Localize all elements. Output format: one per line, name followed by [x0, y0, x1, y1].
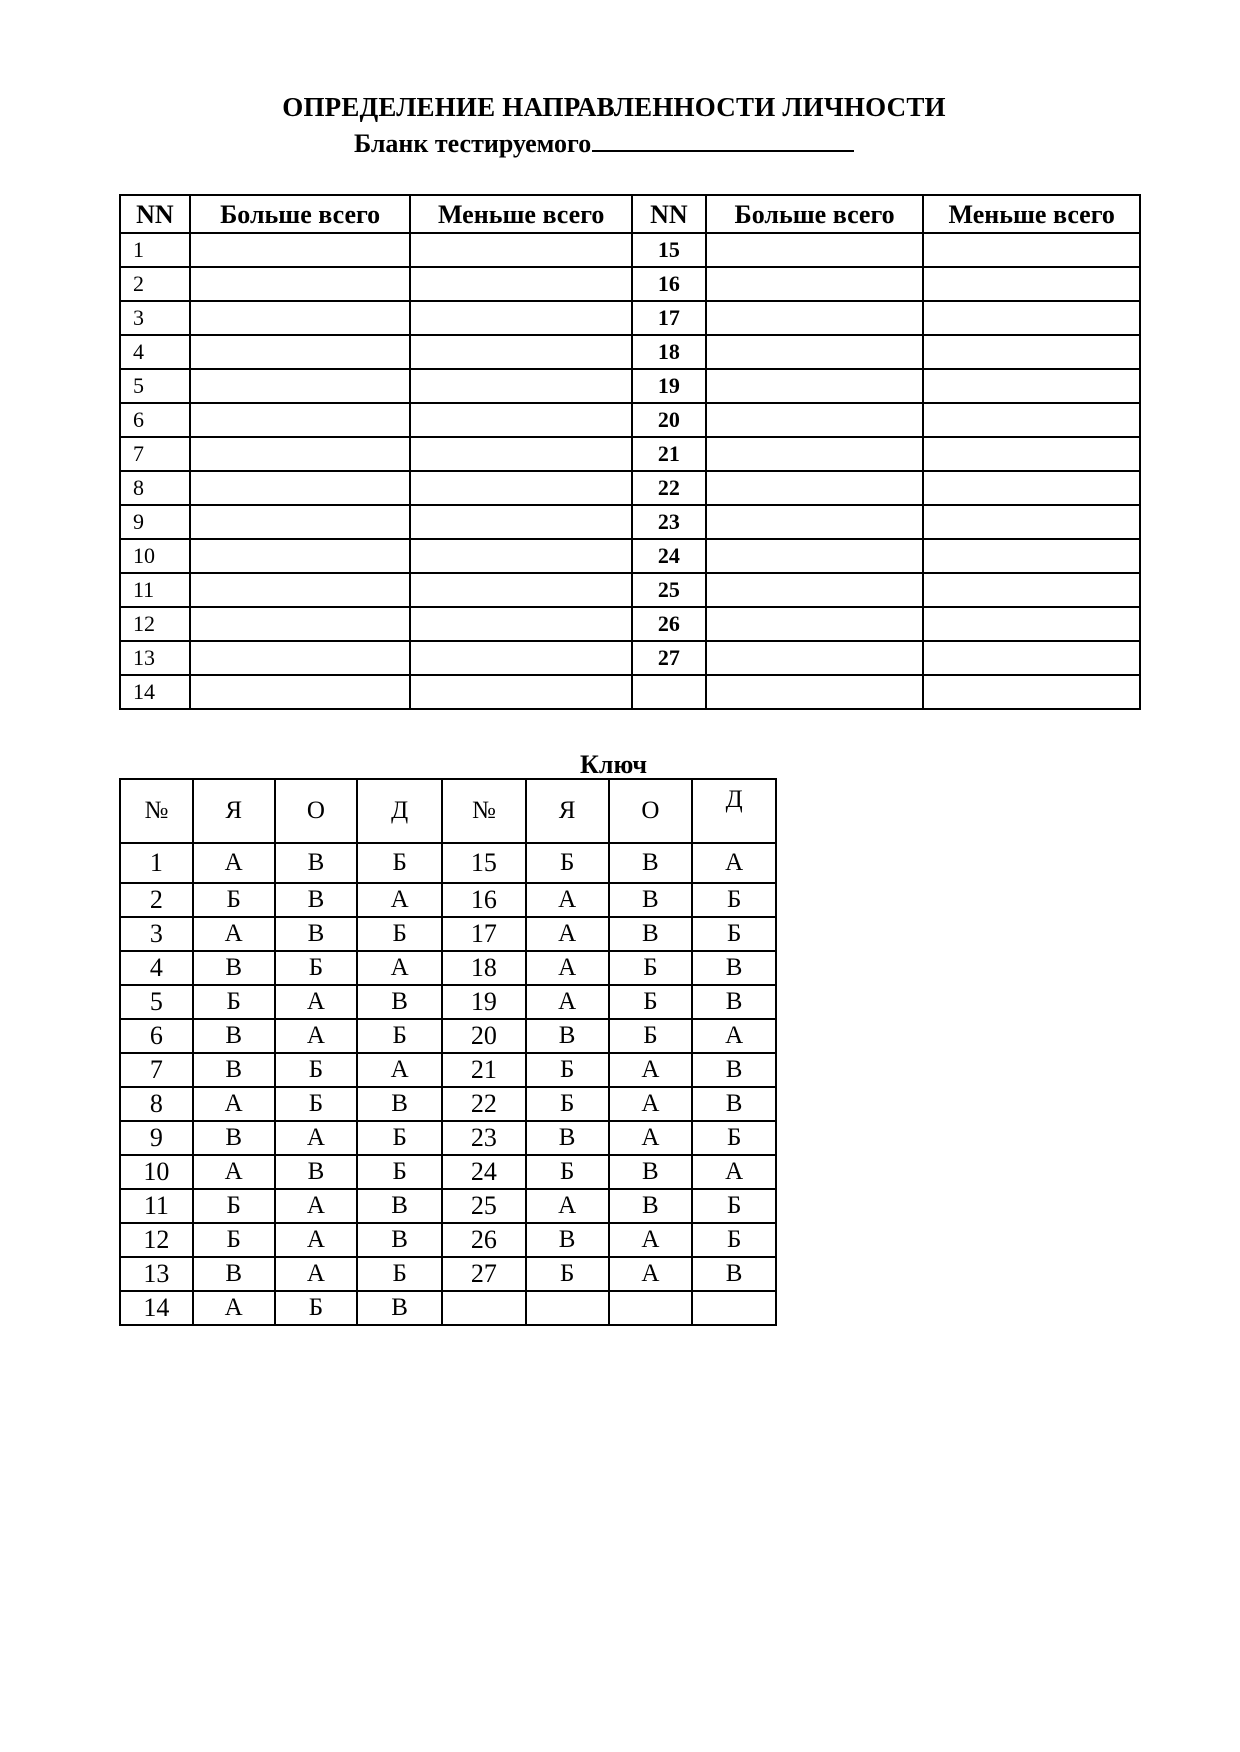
key-ya: А: [526, 985, 609, 1019]
key-d: Б: [692, 883, 776, 917]
key-o: В: [275, 843, 358, 883]
answer-least-cell[interactable]: [410, 641, 632, 675]
key-d: В: [692, 951, 776, 985]
answer-left-number: 7: [120, 437, 190, 471]
key-number: 6: [120, 1019, 193, 1053]
key-d: В: [692, 1053, 776, 1087]
key-number: 27: [442, 1257, 526, 1291]
answer-least-cell[interactable]: [923, 335, 1140, 369]
key-ya: А: [193, 1087, 275, 1121]
key-o: [609, 1291, 693, 1325]
key-table: [119, 778, 777, 1326]
answer-least-cell[interactable]: [410, 335, 632, 369]
key-ya: Б: [193, 1189, 275, 1223]
key-o: Б: [609, 1019, 693, 1053]
key-row: [120, 1019, 776, 1053]
key-d: А: [692, 1155, 776, 1189]
key-ya: А: [193, 1155, 275, 1189]
key-d: Б: [357, 1019, 442, 1053]
key-d: А: [357, 883, 442, 917]
answer-left-number: 1: [120, 233, 190, 267]
key-d: Б: [357, 1155, 442, 1189]
key-o: А: [275, 1121, 358, 1155]
key-o: Б: [275, 951, 358, 985]
key-d: А: [692, 1019, 776, 1053]
key-number: 23: [442, 1121, 526, 1155]
key-d: В: [692, 1257, 776, 1291]
answer-most-cell[interactable]: [190, 335, 411, 369]
header-most: Больше всего: [190, 195, 411, 233]
answer-most-cell[interactable]: [706, 641, 924, 675]
answer-least-cell[interactable]: [923, 267, 1140, 301]
key-header-ya: Я: [193, 779, 275, 843]
key-ya: А: [526, 917, 609, 951]
key-o: А: [609, 1087, 693, 1121]
answer-right-number: 24: [632, 539, 706, 573]
key-d: В: [357, 985, 442, 1019]
answer-least-cell[interactable]: [923, 573, 1140, 607]
key-ya: А: [526, 951, 609, 985]
answer-least-cell[interactable]: [923, 437, 1140, 471]
answer-row: [120, 675, 1140, 709]
key-number: 9: [120, 1121, 193, 1155]
answer-least-cell[interactable]: [923, 301, 1140, 335]
answer-most-cell[interactable]: [190, 301, 411, 335]
answer-left-number: 13: [120, 641, 190, 675]
key-number: 17: [442, 917, 526, 951]
answer-right-number: [632, 675, 706, 709]
key-d: В: [357, 1087, 442, 1121]
key-d: В: [692, 985, 776, 1019]
key-ya: Б: [193, 1223, 275, 1257]
key-d: [692, 1291, 776, 1325]
subtitle-label: Бланк тестируемого: [354, 129, 592, 158]
answer-most-cell[interactable]: [706, 301, 924, 335]
key-o: Б: [275, 1291, 358, 1325]
key-ya: А: [526, 1189, 609, 1223]
answer-least-cell[interactable]: [410, 403, 632, 437]
header-most: Больше всего: [706, 195, 924, 233]
answer-most-cell[interactable]: [190, 403, 411, 437]
answer-most-cell[interactable]: [706, 607, 924, 641]
answer-left-number: 14: [120, 675, 190, 709]
answer-least-cell[interactable]: [923, 505, 1140, 539]
key-ya: [526, 1291, 609, 1325]
key-number: 22: [442, 1087, 526, 1121]
key-o: В: [609, 1155, 693, 1189]
answer-most-cell[interactable]: [190, 471, 411, 505]
answer-most-cell[interactable]: [706, 675, 924, 709]
key-ya: Б: [526, 843, 609, 883]
key-number: 12: [120, 1223, 193, 1257]
key-row: [120, 1053, 776, 1087]
answer-left-number: 10: [120, 539, 190, 573]
page-title: ОПРЕДЕЛЕНИЕ НАПРАВЛЕННОСТИ ЛИЧНОСТИ: [282, 92, 946, 122]
answer-least-cell[interactable]: [410, 675, 632, 709]
answer-row: [120, 607, 1140, 641]
key-d: Б: [357, 1257, 442, 1291]
key-row: [120, 1257, 776, 1291]
answer-most-cell[interactable]: [706, 573, 924, 607]
key-d: В: [357, 1291, 442, 1325]
key-ya: В: [526, 1223, 609, 1257]
key-d: Б: [357, 843, 442, 883]
key-header-d: Д: [357, 779, 442, 843]
key-number: 21: [442, 1053, 526, 1087]
key-row: [120, 1121, 776, 1155]
key-number: 3: [120, 917, 193, 951]
key-d: В: [357, 1189, 442, 1223]
answer-right-number: 16: [632, 267, 706, 301]
answer-right-number: 19: [632, 369, 706, 403]
key-caption: Ключ: [580, 750, 647, 779]
answer-row: [120, 267, 1140, 301]
answer-left-number: 2: [120, 267, 190, 301]
key-o: В: [275, 917, 358, 951]
answer-most-cell[interactable]: [706, 267, 924, 301]
answer-row: [120, 641, 1140, 675]
key-ya: А: [193, 917, 275, 951]
key-ya: А: [193, 1291, 275, 1325]
answer-left-number: 8: [120, 471, 190, 505]
answer-right-number: 15: [632, 233, 706, 267]
answer-most-cell[interactable]: [190, 539, 411, 573]
answer-left-number: 9: [120, 505, 190, 539]
key-number: 19: [442, 985, 526, 1019]
key-ya: Б: [526, 1053, 609, 1087]
answer-row: [120, 539, 1140, 573]
answer-least-cell[interactable]: [923, 607, 1140, 641]
answer-least-cell[interactable]: [410, 369, 632, 403]
answer-left-number: 3: [120, 301, 190, 335]
answer-least-cell[interactable]: [410, 267, 632, 301]
key-number: 15: [442, 843, 526, 883]
key-o: А: [609, 1257, 693, 1291]
key-number: 20: [442, 1019, 526, 1053]
key-header-o: О: [275, 779, 358, 843]
key-number: 24: [442, 1155, 526, 1189]
answer-row: [120, 437, 1140, 471]
key-number: 10: [120, 1155, 193, 1189]
key-o: Б: [275, 1087, 358, 1121]
answer-most-cell[interactable]: [190, 267, 411, 301]
answer-least-cell[interactable]: [410, 301, 632, 335]
header-nn: NN: [632, 195, 706, 233]
key-row: [120, 1155, 776, 1189]
key-d: В: [357, 1223, 442, 1257]
key-d: Б: [357, 1121, 442, 1155]
key-d: А: [357, 1053, 442, 1087]
answer-least-cell[interactable]: [410, 233, 632, 267]
key-ya: Б: [526, 1087, 609, 1121]
key-header-o: О: [609, 779, 693, 843]
key-row: [120, 917, 776, 951]
key-number: 13: [120, 1257, 193, 1291]
key-o: А: [609, 1053, 693, 1087]
key-o: В: [609, 843, 693, 883]
key-ya: В: [193, 951, 275, 985]
answer-least-cell[interactable]: [410, 471, 632, 505]
answer-right-number: 26: [632, 607, 706, 641]
answer-least-cell[interactable]: [923, 369, 1140, 403]
key-o: В: [275, 1155, 358, 1189]
answer-least-cell[interactable]: [410, 505, 632, 539]
answer-row: [120, 471, 1140, 505]
answer-sheet-header-row: [120, 195, 1140, 233]
answer-most-cell[interactable]: [190, 573, 411, 607]
key-ya: В: [526, 1019, 609, 1053]
header-nn: NN: [120, 195, 190, 233]
key-ya: В: [193, 1019, 275, 1053]
answer-most-cell[interactable]: [706, 403, 924, 437]
key-d: Б: [357, 917, 442, 951]
key-number: 25: [442, 1189, 526, 1223]
key-row: [120, 951, 776, 985]
key-ya: В: [193, 1053, 275, 1087]
key-ya: А: [193, 843, 275, 883]
answer-most-cell[interactable]: [190, 505, 411, 539]
key-number: 4: [120, 951, 193, 985]
answer-right-number: 18: [632, 335, 706, 369]
key-o: А: [609, 1121, 693, 1155]
subtitle: [354, 128, 854, 159]
answer-row: [120, 301, 1140, 335]
key-number: 7: [120, 1053, 193, 1087]
key-row: [120, 883, 776, 917]
key-header-number: №: [442, 779, 526, 843]
key-d: А: [692, 843, 776, 883]
key-number: 26: [442, 1223, 526, 1257]
answer-least-cell[interactable]: [923, 675, 1140, 709]
key-header-row: [120, 779, 776, 843]
key-o: Б: [275, 1053, 358, 1087]
key-number: 16: [442, 883, 526, 917]
key-o: А: [275, 1189, 358, 1223]
key-number: 8: [120, 1087, 193, 1121]
answer-left-number: 12: [120, 607, 190, 641]
answer-most-cell[interactable]: [706, 369, 924, 403]
answer-right-number: 20: [632, 403, 706, 437]
key-ya: В: [193, 1121, 275, 1155]
answer-least-cell[interactable]: [410, 437, 632, 471]
answer-row: [120, 233, 1140, 267]
key-ya: Б: [526, 1155, 609, 1189]
key-o: Б: [609, 985, 693, 1019]
answer-right-number: 25: [632, 573, 706, 607]
key-ya: А: [526, 883, 609, 917]
answer-most-cell[interactable]: [190, 437, 411, 471]
key-o: А: [275, 1019, 358, 1053]
answer-most-cell[interactable]: [706, 505, 924, 539]
key-d: А: [357, 951, 442, 985]
key-row: [120, 1189, 776, 1223]
answer-right-number: 21: [632, 437, 706, 471]
key-ya: В: [193, 1257, 275, 1291]
answer-least-cell[interactable]: [410, 539, 632, 573]
key-number: [442, 1291, 526, 1325]
key-header-number: №: [120, 779, 193, 843]
answer-sheet-table: [119, 194, 1141, 710]
answer-most-cell[interactable]: [190, 369, 411, 403]
answer-row: [120, 335, 1140, 369]
answer-least-cell[interactable]: [410, 607, 632, 641]
key-d: Б: [692, 917, 776, 951]
answer-most-cell[interactable]: [190, 641, 411, 675]
key-o: А: [275, 1257, 358, 1291]
key-row: [120, 1087, 776, 1121]
answer-most-cell[interactable]: [190, 607, 411, 641]
answer-most-cell[interactable]: [706, 335, 924, 369]
key-ya: Б: [193, 883, 275, 917]
answer-row: [120, 573, 1140, 607]
key-row: [120, 843, 776, 883]
key-number: 18: [442, 951, 526, 985]
answer-least-cell[interactable]: [923, 403, 1140, 437]
answer-least-cell[interactable]: [923, 233, 1140, 267]
answer-right-number: 27: [632, 641, 706, 675]
answer-least-cell[interactable]: [410, 573, 632, 607]
key-o: В: [609, 917, 693, 951]
key-o: А: [275, 985, 358, 1019]
key-ya: Б: [526, 1257, 609, 1291]
answer-left-number: 11: [120, 573, 190, 607]
key-number: 5: [120, 985, 193, 1019]
key-o: Б: [609, 951, 693, 985]
key-row: [120, 1223, 776, 1257]
key-ya: В: [526, 1121, 609, 1155]
key-d: Б: [692, 1121, 776, 1155]
answer-right-number: 17: [632, 301, 706, 335]
answer-most-cell[interactable]: [190, 675, 411, 709]
key-o: В: [609, 883, 693, 917]
key-ya: Б: [193, 985, 275, 1019]
key-number: 2: [120, 883, 193, 917]
header-least: Меньше всего: [410, 195, 632, 233]
key-d: В: [692, 1087, 776, 1121]
answer-row: [120, 403, 1140, 437]
answer-most-cell[interactable]: [706, 233, 924, 267]
key-row: [120, 1291, 776, 1325]
key-o: А: [609, 1223, 693, 1257]
header-least: Меньше всего: [923, 195, 1140, 233]
key-o: В: [609, 1189, 693, 1223]
answer-most-cell[interactable]: [706, 471, 924, 505]
answer-most-cell[interactable]: [706, 539, 924, 573]
key-number: 1: [120, 843, 193, 883]
answer-most-cell[interactable]: [190, 233, 411, 267]
answer-row: [120, 369, 1140, 403]
key-o: В: [275, 883, 358, 917]
key-header-d: Д: [692, 779, 776, 843]
key-d: Б: [692, 1189, 776, 1223]
answer-row: [120, 505, 1140, 539]
answer-right-number: 22: [632, 471, 706, 505]
answer-left-number: 5: [120, 369, 190, 403]
answer-left-number: 4: [120, 335, 190, 369]
key-row: [120, 985, 776, 1019]
key-d: Б: [692, 1223, 776, 1257]
key-number: 14: [120, 1291, 193, 1325]
key-o: А: [275, 1223, 358, 1257]
answer-most-cell[interactable]: [706, 437, 924, 471]
answer-least-cell[interactable]: [923, 539, 1140, 573]
answer-least-cell[interactable]: [923, 471, 1140, 505]
key-header-ya: Я: [526, 779, 609, 843]
key-number: 11: [120, 1189, 193, 1223]
answer-right-number: 23: [632, 505, 706, 539]
name-blank-line[interactable]: [592, 128, 854, 152]
answer-left-number: 6: [120, 403, 190, 437]
answer-least-cell[interactable]: [923, 641, 1140, 675]
